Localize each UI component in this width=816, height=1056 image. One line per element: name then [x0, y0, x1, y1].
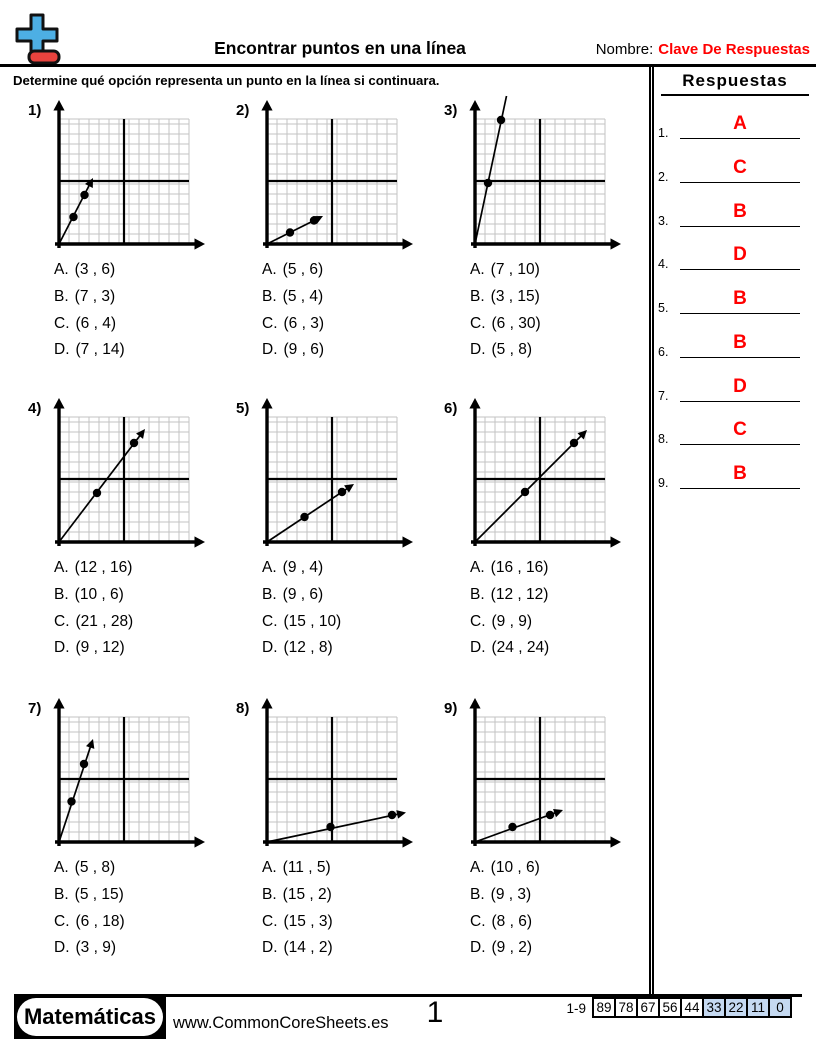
y-axis-arrow-icon — [261, 100, 272, 111]
option-letter: C. — [470, 314, 486, 332]
answer-option — [262, 555, 341, 582]
problem-graph — [463, 696, 623, 852]
data-point — [570, 439, 578, 447]
answer-option — [262, 311, 324, 338]
page-title: Encontrar puntos en una línea — [214, 38, 466, 58]
data-point — [497, 116, 505, 124]
plotted-ray-group — [475, 809, 563, 842]
name-row — [596, 41, 810, 58]
answer-blank-line — [680, 444, 800, 445]
answer-option — [54, 609, 133, 636]
x-axis-arrow-icon — [195, 238, 206, 249]
website-url: www.CommonCoreSheets.es — [173, 1014, 389, 1032]
answer-option — [470, 609, 549, 636]
answer-option — [54, 311, 125, 338]
answer-number: 1. — [658, 126, 669, 140]
problem-cell — [228, 100, 436, 396]
option-letter: A. — [470, 261, 485, 278]
y-axis-arrow-icon — [53, 100, 64, 111]
data-point — [484, 179, 492, 187]
answer-option — [470, 909, 540, 936]
answer-option — [262, 284, 324, 311]
data-point — [80, 760, 88, 768]
option-letter: B. — [54, 885, 69, 903]
logo-plus-icon — [17, 15, 57, 55]
data-point — [521, 488, 529, 496]
score-cell: 56 — [658, 997, 682, 1018]
data-point — [300, 513, 308, 521]
y-axis-arrow-icon — [469, 698, 480, 709]
header-rule — [0, 64, 816, 67]
option-letter: C. — [54, 912, 70, 930]
option-letter: C. — [262, 314, 278, 332]
option-value: (12 , 12) — [490, 585, 549, 603]
answer-option — [262, 635, 341, 662]
line-arrow-icon — [136, 429, 145, 439]
answer-blank-line — [680, 182, 800, 183]
answer-letter: A — [733, 113, 747, 134]
option-value: (6 , 3) — [283, 314, 324, 332]
problem-cell — [20, 398, 228, 694]
option-value: (5 , 6) — [282, 261, 324, 278]
option-value: (9 , 2) — [491, 939, 532, 957]
answer-options — [470, 555, 549, 662]
answer-blank-item — [652, 316, 804, 360]
option-value: (12 , 16) — [74, 559, 133, 576]
problem-graph — [47, 396, 207, 552]
problem-cell — [436, 698, 644, 994]
option-letter: A. — [470, 859, 485, 876]
problem-cell — [436, 100, 644, 396]
option-value: (15 , 10) — [283, 612, 342, 630]
problem-graph — [47, 98, 207, 254]
option-value: (9 , 12) — [75, 639, 125, 657]
x-axis-arrow-icon — [195, 836, 206, 847]
option-letter: D. — [470, 639, 486, 657]
option-letter: A. — [54, 859, 69, 876]
option-value: (5 , 15) — [74, 885, 124, 903]
option-value: (9 , 6) — [282, 585, 324, 603]
line-arrow-icon — [396, 810, 406, 819]
answer-option — [262, 855, 333, 882]
data-point — [508, 823, 516, 831]
option-letter: C. — [470, 912, 486, 930]
option-letter: C. — [262, 612, 278, 630]
answer-option — [54, 257, 125, 284]
x-axis-arrow-icon — [403, 536, 414, 547]
answer-option — [262, 337, 324, 364]
y-axis-arrow-icon — [53, 698, 64, 709]
problem-graph — [463, 98, 623, 254]
commoncoresheets-logo — [14, 12, 62, 65]
problem-graph — [255, 396, 415, 552]
answer-option — [470, 337, 541, 364]
data-point — [326, 823, 334, 831]
option-letter: D. — [470, 939, 486, 957]
answer-option — [54, 935, 125, 962]
answer-letter: C — [733, 419, 747, 441]
answer-blank-line — [680, 138, 800, 139]
option-value: (14 , 2) — [283, 939, 333, 957]
answer-option — [262, 257, 324, 284]
answer-number: 4. — [658, 257, 669, 272]
answer-options — [54, 257, 125, 364]
option-value: (10 , 6) — [490, 859, 540, 876]
problem-number: 5) — [236, 400, 250, 417]
option-letter: D. — [54, 639, 70, 657]
answer-blank-item — [652, 141, 804, 185]
answer-letter: C — [733, 156, 747, 178]
answer-blank-item — [652, 447, 804, 491]
answer-number: 7. — [658, 388, 669, 403]
answer-blank-line — [680, 269, 800, 270]
option-letter: C. — [470, 612, 486, 630]
problem-cell — [228, 398, 436, 694]
option-value: (24 , 24) — [491, 639, 550, 657]
answer-blank-item — [652, 360, 804, 404]
problem-number: 8) — [236, 700, 250, 717]
option-value: (9 , 9) — [491, 612, 532, 630]
problem-number: 1) — [28, 102, 42, 119]
option-letter: A. — [262, 859, 277, 876]
x-axis-arrow-icon — [195, 536, 206, 547]
answer-option — [470, 882, 540, 909]
problem-cell — [20, 698, 228, 994]
score-cell: 67 — [636, 997, 660, 1018]
instruction-text: Determine qué opción representa un punto en la línea si continuara. — [13, 73, 440, 88]
y-axis-arrow-icon — [53, 398, 64, 409]
answer-blank-item — [652, 403, 804, 447]
option-value: (6 , 30) — [491, 314, 541, 332]
option-letter: A. — [262, 261, 277, 278]
option-value: (12 , 8) — [283, 639, 333, 657]
score-cell: 44 — [680, 997, 704, 1018]
answer-option — [54, 337, 125, 364]
answer-blank-line — [680, 401, 800, 402]
answer-blank-item — [652, 272, 804, 316]
option-value: (11 , 5) — [282, 859, 331, 876]
option-letter: B. — [470, 885, 485, 903]
answers-panel-title: Respuestas — [661, 71, 809, 96]
answer-option — [262, 935, 333, 962]
answer-blank-line — [680, 488, 800, 489]
data-point — [388, 811, 396, 819]
answer-option — [54, 909, 125, 936]
answer-letter: B — [733, 331, 747, 353]
plotted-line — [475, 432, 585, 542]
answer-option — [470, 284, 541, 311]
answer-number: 6. — [658, 344, 669, 359]
answer-blank-line — [680, 357, 800, 358]
answer-option — [262, 609, 341, 636]
answer-option — [470, 257, 541, 284]
problem-cell — [228, 698, 436, 994]
answer-number: 2. — [658, 169, 669, 184]
option-value: (9 , 3) — [490, 885, 532, 903]
data-point — [69, 213, 77, 221]
score-table — [592, 997, 792, 1018]
x-axis-arrow-icon — [403, 836, 414, 847]
y-axis-arrow-icon — [469, 398, 480, 409]
answer-option — [470, 935, 540, 962]
answer-blank-line — [680, 313, 800, 314]
answer-option — [54, 635, 133, 662]
option-value: (7 , 10) — [490, 261, 540, 278]
option-value: (9 , 4) — [282, 559, 324, 576]
score-cell: 11 — [746, 997, 770, 1018]
answer-letter: D — [733, 375, 747, 397]
answer-options — [262, 257, 324, 364]
plotted-ray-group — [475, 430, 587, 542]
problem-graph — [255, 98, 415, 254]
option-letter: B. — [262, 287, 277, 305]
x-axis-arrow-icon — [611, 836, 622, 847]
plotted-ray-group — [475, 96, 507, 244]
option-value: (16 , 16) — [490, 559, 549, 576]
option-value: (6 , 4) — [75, 314, 116, 332]
answer-option — [262, 909, 333, 936]
option-letter: D. — [470, 341, 486, 359]
option-letter: A. — [54, 559, 69, 576]
brand-badge-label: Matemáticas — [17, 998, 163, 1036]
problem-number: 4) — [28, 400, 42, 417]
answer-number: 3. — [658, 213, 669, 228]
option-value: (8 , 6) — [491, 912, 532, 930]
answer-blank-line — [680, 226, 800, 227]
option-letter: B. — [54, 287, 69, 305]
option-letter: A. — [54, 261, 69, 278]
answer-options — [262, 555, 341, 662]
problem-number: 2) — [236, 102, 250, 119]
data-point — [67, 797, 75, 805]
problem-number: 6) — [444, 400, 458, 417]
answer-number: 9. — [658, 476, 669, 490]
answer-blank-item — [652, 228, 804, 272]
problem-number: 9) — [444, 700, 458, 717]
option-value: (10 , 6) — [74, 585, 124, 603]
option-value: (7 , 14) — [75, 341, 125, 359]
answer-options — [54, 855, 125, 962]
score-cell: 0 — [768, 997, 792, 1018]
option-letter: B. — [54, 585, 69, 603]
score-cell: 22 — [724, 997, 748, 1018]
answer-options — [262, 855, 333, 962]
answer-letter: B — [733, 463, 747, 484]
logo-minus-icon — [29, 51, 59, 63]
option-letter: C. — [54, 612, 70, 630]
option-letter: B. — [470, 287, 485, 305]
problem-graph — [47, 696, 207, 852]
plotted-ray-group — [267, 216, 323, 244]
answer-blank-item — [652, 97, 804, 141]
score-cell: 33 — [702, 997, 726, 1018]
answer-key-label: Clave De Respuestas — [658, 41, 810, 58]
option-value: (3 , 6) — [74, 261, 116, 278]
option-letter: C. — [54, 314, 70, 332]
option-value: (3 , 9) — [75, 939, 116, 957]
problem-graph — [255, 696, 415, 852]
answer-letter: D — [733, 244, 747, 266]
problem-number: 3) — [444, 102, 458, 119]
line-arrow-icon — [86, 739, 94, 749]
answer-options — [470, 257, 541, 364]
answer-option — [470, 555, 549, 582]
option-value: (5 , 8) — [74, 859, 116, 876]
data-point — [286, 228, 294, 236]
x-axis-arrow-icon — [403, 238, 414, 249]
score-cell: 78 — [614, 997, 638, 1018]
answer-letter: B — [733, 288, 747, 309]
answer-option — [470, 855, 540, 882]
answer-option — [470, 582, 549, 609]
answer-blank-item — [652, 185, 804, 229]
data-point — [338, 488, 346, 496]
name-label: Nombre: — [595, 41, 654, 58]
plotted-ray-group — [267, 484, 354, 542]
answer-option — [470, 635, 549, 662]
y-axis-arrow-icon — [469, 100, 480, 111]
option-letter: B. — [262, 885, 277, 903]
score-cell: 89 — [592, 997, 616, 1018]
plotted-line — [59, 181, 92, 244]
option-letter: B. — [470, 585, 485, 603]
y-axis-arrow-icon — [261, 698, 272, 709]
option-letter: B. — [262, 585, 277, 603]
answer-option — [54, 582, 133, 609]
option-letter: D. — [54, 341, 70, 359]
plotted-ray-group — [59, 429, 145, 542]
answer-option — [54, 555, 133, 582]
answer-options — [470, 855, 540, 962]
answer-option — [262, 582, 341, 609]
answer-option — [470, 311, 541, 338]
option-value: (15 , 2) — [282, 885, 332, 903]
answer-number: 5. — [658, 301, 669, 315]
option-value: (15 , 3) — [283, 912, 333, 930]
data-point — [80, 191, 88, 199]
answer-letter: B — [733, 200, 747, 222]
option-value: (6 , 18) — [75, 912, 125, 930]
option-value: (5 , 8) — [491, 341, 532, 359]
option-letter: D. — [262, 639, 278, 657]
option-letter: A. — [470, 559, 485, 576]
option-letter: A. — [262, 559, 277, 576]
data-point — [93, 489, 101, 497]
brand-badge — [14, 995, 166, 1039]
option-value: (21 , 28) — [75, 612, 134, 630]
problem-cell — [20, 100, 228, 396]
problem-graph — [463, 396, 623, 552]
data-point — [130, 439, 138, 447]
option-value: (5 , 4) — [282, 287, 324, 305]
option-value: (7 , 3) — [74, 287, 116, 305]
answer-option — [54, 882, 125, 909]
problem-cell — [436, 398, 644, 694]
page-number: 1 — [426, 996, 444, 1029]
option-letter: D. — [262, 939, 278, 957]
score-range-label: 1-9 — [566, 1001, 586, 1016]
option-value: (9 , 6) — [283, 341, 324, 359]
answer-options — [54, 555, 133, 662]
answer-number: 8. — [658, 432, 669, 447]
option-letter: D. — [54, 939, 70, 957]
answer-option — [54, 855, 125, 882]
problem-number: 7) — [28, 700, 42, 717]
answer-option — [54, 284, 125, 311]
x-axis-arrow-icon — [611, 238, 622, 249]
plotted-line — [59, 431, 143, 542]
answer-option — [262, 882, 333, 909]
y-axis-arrow-icon — [261, 398, 272, 409]
data-point — [310, 216, 318, 224]
option-value: (3 , 15) — [490, 287, 540, 305]
x-axis-arrow-icon — [611, 536, 622, 547]
option-letter: D. — [262, 341, 278, 359]
option-letter: C. — [262, 912, 278, 930]
data-point — [546, 811, 554, 819]
